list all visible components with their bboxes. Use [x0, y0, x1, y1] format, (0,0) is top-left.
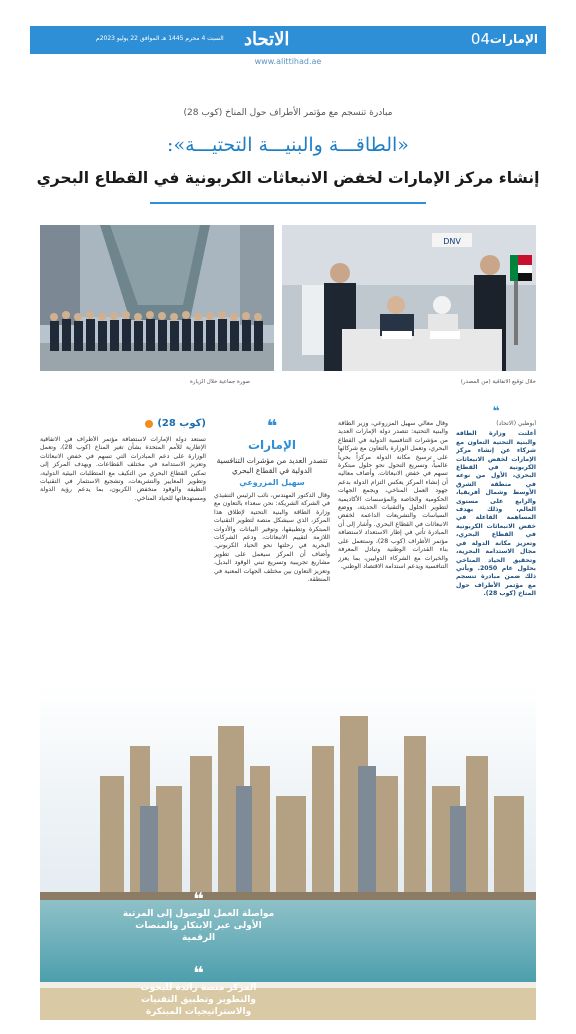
headline-quote: «الطاقـــة والبنيـــة التحتيـــة»: — [167, 134, 409, 156]
page-header — [30, 26, 546, 54]
caption-group-photo: صورة جماعية خلال الزيارة — [190, 379, 251, 385]
caption-signing-photo: خلال توقيع الاتفاقية (من المصدر) — [460, 379, 536, 385]
article-column-2: وقال معالي سهيل المزروعي، وزير الطاقة والبنية التحتية: تتصدر دولة الإمارات العديد من مؤشرات التنافسية الدولية في القطاع البحري، وتعمل الوزارة بالتعاون مع شركائها على ترسيخ مكانة الدولة مركزاً بحرياً عالمياً، وتسريع التحول نحو حلول مبتكرة تسهم في خفض الانبعاثات. وأضاف معاليه أن إنشاء المركز يعكس التزام الدولة بدعم جهود العمل المناخي، ويجمع الجهات الحكومية والخاصة والمؤسسات الأكاديمية لتطوير الحلول والتقنيات الحديثة، ووضع السياسات والتشريعات الداعمة لخفض الانبعاثات في القطاع البحري. وأشار إلى أن المبادرة تأتي في إطار الاستعداد لاستضافة مؤتمر الأطراف (كوب 28)، وستعمل على بناء القدرات الوطنية وتبادل المعرفة والخبرات مع الشركاء الدوليين، بما يعزز التنافسية ويدعم استدامة الاقتصاد الوطني. — [338, 420, 448, 570]
skyline-photo — [40, 686, 536, 1020]
section-name: الإمارات — [489, 32, 538, 46]
cop28-heading — [40, 418, 206, 429]
signing-photo-illustration — [282, 225, 536, 371]
pull-quote-1 — [121, 889, 276, 944]
dateline: السبت 4 محرم 1445 هـ الموافق 22 يوليو 2023م — [96, 35, 224, 42]
site-url[interactable]: www.alittihad.ae — [254, 57, 322, 66]
author-box — [214, 418, 330, 487]
sidebar-credit: أبوظبي (الاتحاد) — [496, 420, 536, 427]
group-photo-illustration — [40, 225, 274, 371]
article-column-3: وقال الدكتور المهندس، نائب الرئيس التنفيذي في الشركة الشريكة: نحن سعداء بالتعاون مع وزارة الطاقة والبنية التحتية لإطلاق هذا المركز، الذي سيشكل منصة لتطوير التقنيات المبتكرة وتطبيقها، وتوفير البيانات والأدوات اللازمة لتقييم الانبعاثات، ودعم الشركات البحرية في رحلتها نحو الحياد الكربوني. وأضاف أن المركز سيعمل على تطوير مشاريع تجريبية وتسريع تبني الوقود البديل، وتعزيز التعاون بين مختلف الجهات المعنية في المنطقة. — [214, 492, 330, 584]
page-number: 04 — [470, 30, 490, 48]
quote-icon: ❝ — [193, 889, 204, 910]
pretitle: مبادرة تنسجم مع مؤتمر الأطراف حول المناخ (كوب 28) — [183, 108, 393, 118]
group-photo — [40, 225, 274, 371]
headline-divider — [150, 202, 426, 204]
quote-icon: ❝ — [266, 416, 278, 437]
dnv-sign: DNV — [443, 237, 461, 246]
newspaper-logo: الاتحاد — [244, 29, 290, 50]
pull-quote-2-text: المركز منصة رائدة للبحوث والتطوير وتطبيق التقنيات والاستراتيجيات المبتكرة — [140, 983, 257, 1017]
pull-quote-1-text: مواصلة العمل للوصول إلى المرتبة الأولى عبر الابتكار والمنصات الرقمية — [122, 909, 275, 943]
headline-main: إنشاء مركز الإمارات لخفض الانبعاثات الكربونية في القطاع البحري — [36, 169, 540, 187]
article-column-4: تستعد دولة الإمارات لاستضافة مؤتمر الأطراف في الاتفاقية الإطارية للأمم المتحدة بشأن تغير المناخ (كوب 28)، وتعمل الوزارة على دعم المبادرات التي تسهم في خفض الانبعاثات وتعزيز الاستدامة في مختلف القطاعات. ويهدف المركز إلى تمكين القطاع البحري من التكيف مع المتطلبات البيئية الدولية، وتطوير المعايير والتشريعات، وتشجيع الاستثمار في التقنيات النظيفة والوقود منخفض الكربون، بما يدعم رؤية الدولة ومستهدفاتها للحياد المناخي. — [40, 436, 206, 502]
quote-icon: ❝ — [193, 963, 204, 984]
sidebar-column — [456, 420, 536, 674]
bullet-icon — [145, 420, 153, 428]
signing-photo — [282, 225, 536, 371]
skyline-illustration — [40, 686, 536, 1020]
sidebar-quote-marks — [456, 404, 536, 418]
author-name: سهيل المزروعي — [239, 478, 305, 487]
quote-icon: ❝ — [492, 404, 500, 418]
cop28-heading-text: (كوب 28) — [157, 418, 206, 429]
author-section: الإمارات — [247, 438, 297, 452]
sidebar-text: أعلنت وزارة الطاقة والبنية التحتية التعاون مع شركاء عن إنشاء مركز الإمارات لخفض الانبعاثات الكربونية في القطاع البحري، الأول من نوعه في منطقة الشرق الأوسط وشمال أفريقيا، والرابع على مستوى العالم، وذلك بهدف المساهمة الفاعلة في خفض الانبعاثات الكربونية في القطاع البحري، وتعزيز مكانة الدولة في مجال الاستدامة البحرية، وتحقيق الحياد المناخي بحلول عام 2050. ويأتي ذلك ضمن مبادرة تنسجم مع مؤتمر الأطراف حول المناخ (كوب 28). — [456, 430, 536, 598]
author-statement: تتصدر العديد من مؤشرات التنافسية الدولية في القطاع البحري — [216, 456, 328, 475]
pull-quote-2 — [121, 963, 276, 1018]
